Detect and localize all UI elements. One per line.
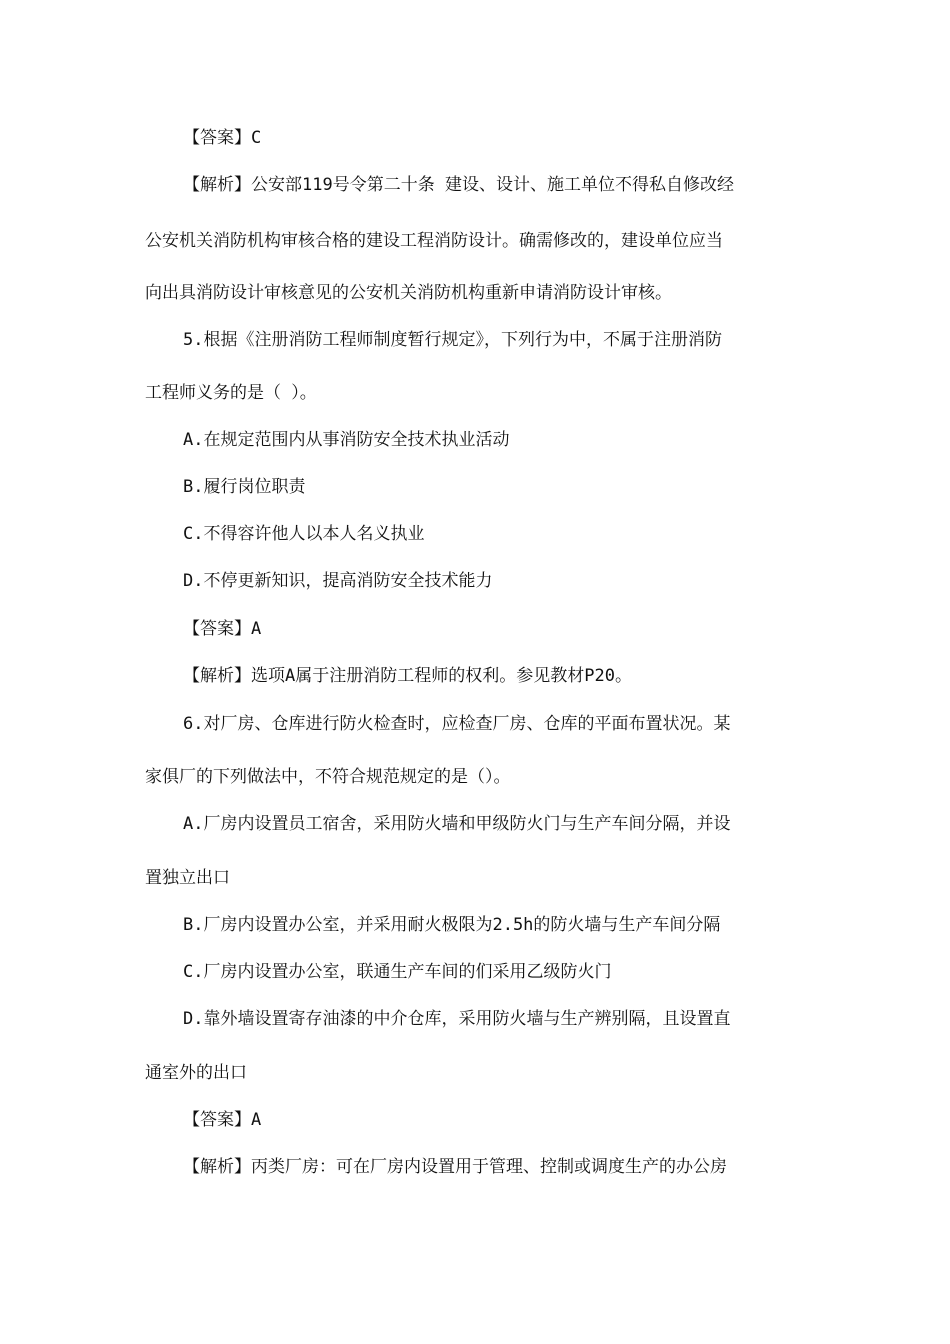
option-b: B.厂房内设置办公室，并采用耐火极限为2.5h的防火墙与生产车间分隔 (183, 915, 721, 935)
question-line: 工程师义务的是（ ）。 (145, 383, 317, 403)
option-a: A.厂房内设置员工宿舍，采用防火墙和甲级防火门与生产车间分隔，并设 (183, 814, 731, 834)
analysis-line: 【解析】公安部119号令第二十条 建设、设计、施工单位不得私自修改经 (183, 175, 734, 195)
paragraph-line: 公安机关消防机构审核合格的建设工程消防设计。确需修改的，建设单位应当 (145, 231, 723, 251)
question-line: 5.根据《注册消防工程师制度暂行规定》，下列行为中，不属于注册消防 (183, 330, 722, 350)
option-a: A.在规定范围内从事消防安全技术执业活动 (183, 430, 510, 450)
option-a-continued: 置独立出口 (145, 868, 230, 888)
answer-line: 【答案】A (183, 619, 262, 639)
analysis-line: 【解析】选项A属于注册消防工程师的权利。参见教材P20。 (183, 666, 632, 686)
option-d: D.靠外墙设置寄存油漆的中介仓库，采用防火墙与生产辨别隔，且设置直 (183, 1009, 731, 1029)
option-c: C.不得容许他人以本人名义执业 (183, 524, 425, 544)
question-line: 家俱厂的下列做法中，不符合规范规定的是（）。 (145, 767, 511, 787)
option-d: D.不停更新知识，提高消防安全技术能力 (183, 571, 493, 591)
answer-line: 【答案】A (183, 1110, 262, 1130)
question-line: 6.对厂房、仓库进行防火检查时，应检查厂房、仓库的平面布置状况。某 (183, 714, 731, 734)
answer-line: 【答案】C (183, 128, 262, 148)
option-c: C.厂房内设置办公室，联通生产车间的们采用乙级防火门 (183, 962, 612, 982)
paragraph-line: 向出具消防设计审核意见的公安机关消防机构重新申请消防设计审核。 (145, 283, 672, 303)
option-b: B.履行岗位职责 (183, 477, 306, 497)
analysis-line: 【解析】丙类厂房：可在厂房内设置用于管理、控制或调度生产的办公房 (183, 1157, 727, 1177)
option-d-continued: 通室外的出口 (145, 1063, 247, 1083)
